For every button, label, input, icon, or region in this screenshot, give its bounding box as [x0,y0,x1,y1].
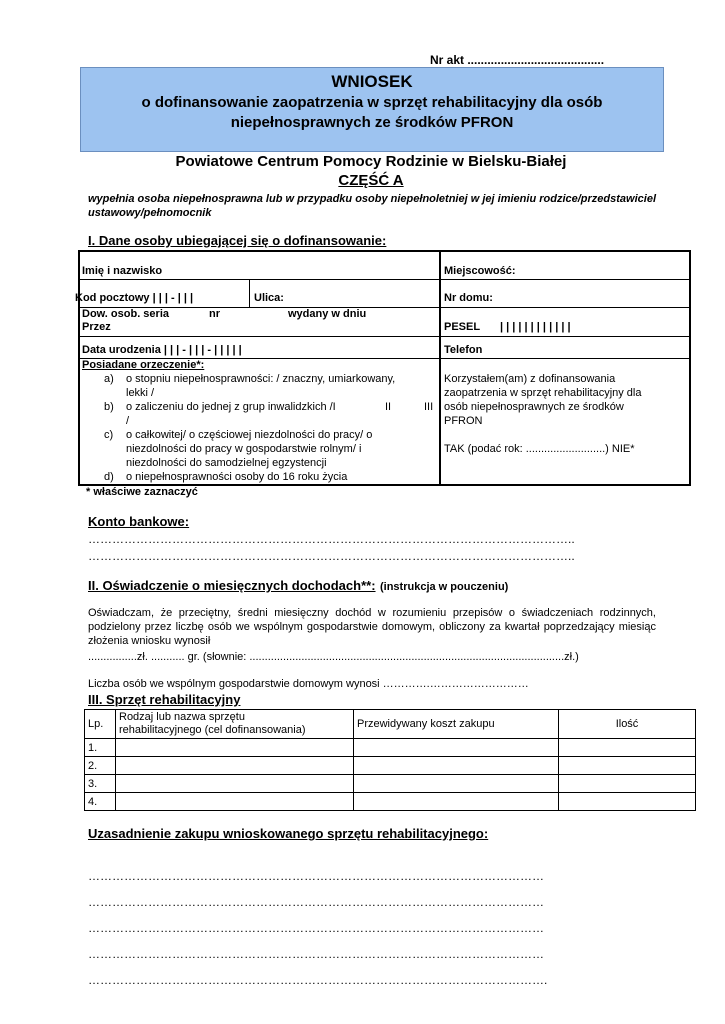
form-title: WNIOSEK [331,72,413,91]
form-subtitle-line-2: niepełnosprawnych ze środków PFRON [230,114,514,131]
household-size-field[interactable]: Liczba osób we wspólnym gospodarstwie domowym wynosi ………….……………………… [88,678,529,690]
id-issued-by-label: Przez [82,321,111,333]
prior-funding-text-3: osób niepełnosprawnych ze środków [444,401,624,413]
bank-account-line-1[interactable]: ………………………………………………………………………………………………………….. [88,532,575,546]
decision-c-option-cont-2: niezdolności do samodzielnej egzystencji [126,457,327,469]
row-number: 4. [85,793,116,811]
quantity-cell[interactable] [559,793,696,811]
form-subtitle-line-1: o dofinansowanie zaopatrzenia w sprzęt rehabilitacyjny dla osób [141,94,603,111]
part-label: CZĘŚĆ A [338,172,404,189]
decision-c-marker: c) [104,429,114,441]
decision-a-option[interactable]: o stopniu niepełnosprawności: / znaczny, umiarkowany, [126,373,396,385]
birth-date-field[interactable]: Data urodzenia | | | - | | | - | | | | | [82,344,242,356]
prior-funding-answer[interactable]: TAK (podać rok: ..........................) NIE* [444,443,635,455]
footnote: * właściwe zaznaczyć [86,486,198,498]
institution-name: Powiatowe Centrum Pomocy Rodzinie w Bielsku-Białej [175,153,567,170]
bank-account-line-2[interactable]: ………………………………………………………………………………………………………….. [88,549,575,563]
equipment-table [84,709,696,811]
equipment-name-cell[interactable] [116,757,354,775]
col-equipment-name [116,710,354,739]
fill-instruction: wypełnia osoba niepełnosprawna lub w przypadku osoby niepełnoletniej w jej imieniu rodzice/przedstawiciel ustawowy/pełnomocnik [88,193,656,219]
section-2-heading: II. Oświadczenie o miesięcznych dochodach**: [88,578,376,593]
col-equipment-name-line-1: Rodzaj lub nazwa sprzętu [119,711,245,723]
decision-b-option[interactable]: o zaliczeniu do jednej z grup inwalidzkich /I [126,401,336,413]
id-number-label: nr [209,308,220,320]
prior-funding-text-2: zaopatrzenia w sprzęt rehabilitacyjny dla [444,387,642,399]
col-lp: Lp. [85,710,116,739]
income-amount-field[interactable]: ................zł. ........... gr. (słownie: .......................................................................................................zł.) [88,651,579,663]
col-estimated-cost: Przewidywany koszt zakupu [354,710,559,739]
row-number: 1. [85,739,116,757]
cost-cell[interactable] [354,775,559,793]
decision-b-option-cont: / [126,415,130,427]
justification-line-2[interactable]: …………………………………………………………………………………………………… [88,895,544,909]
street-label: Ulica: [254,292,284,304]
cost-cell[interactable] [354,757,559,775]
quantity-cell[interactable] [559,739,696,757]
decision-c-option[interactable]: o całkowitej/ o częściowej niezdolności do pracy/ o [126,429,373,441]
equipment-table-header [85,710,696,739]
col-quantity: Ilość [559,710,696,739]
income-statement: Oświadczam, że przeciętny, średni miesięczny dochód w rozumieniu przepisów o świadczeniach rodzinnych, podzielony przez liczbę osób we wspólnym gospodarstwie domowym, obliczony za kwartał poprzedzający miesiąc złożenia wniosku wynosił [88,607,656,647]
justification-heading: Uzasadnienie zakupu wnioskowanego sprzętu rehabilitacyjnego: [88,826,489,841]
decision-d-marker: d) [104,471,114,483]
id-issued-label: wydany w dniu [288,308,367,320]
section-2-heading-row [88,577,508,595]
prior-funding-text-1: Korzystałem(am) z dofinansowania [444,373,616,385]
quantity-cell[interactable] [559,757,696,775]
group-iii-option[interactable]: III [424,401,434,413]
house-number-label: Nr domu: [444,292,493,304]
justification-line-3[interactable]: …………………………………………………………………………………………………… [88,921,544,935]
cost-cell[interactable] [354,739,559,757]
quantity-cell[interactable] [559,775,696,793]
phone-label: Telefon [444,344,483,356]
table-row [85,793,696,811]
prior-funding-text-4: PFRON [444,415,483,427]
decision-label: Posiadane orzeczenie*: [82,359,205,371]
table-row [85,775,696,793]
section-2-note: (instrukcja w pouczeniu) [379,581,509,593]
row-number: 3. [85,775,116,793]
city-label: Miejscowość: [444,265,516,277]
decision-d-option[interactable]: o niepełnosprawności osoby do 16 roku życia [126,471,348,483]
table-row [85,739,696,757]
section-3-heading: III. Sprzęt rehabilitacyjny [88,692,241,707]
justification-line-4[interactable]: …………………………………………………………………………………………………… [88,947,544,961]
decision-a-marker: a) [104,373,114,385]
group-ii-option[interactable]: II [385,401,392,413]
equipment-name-cell[interactable] [116,739,354,757]
pesel-label: PESEL [444,321,481,333]
postal-code-field[interactable]: Kod pocztowy | | | - | | | [75,292,194,304]
title-box [80,67,664,152]
col-equipment-name-line-2: rehabilitacyjnego (cel dofinansowania) [119,724,306,736]
table-row [85,757,696,775]
justification-line-5[interactable]: ……………………………………………………………………………………………………. [88,973,548,987]
section-1-heading: I. Dane osoby ubiegającej się o dofinansowanie: [88,233,387,248]
case-number-field[interactable]: Nr akt ......................................... [430,53,605,67]
justification-line-1[interactable]: …………………………………………………………………………………………………… [88,869,544,883]
name-label: Imię i nazwisko [82,265,163,277]
row-number: 2. [85,757,116,775]
cost-cell[interactable] [354,793,559,811]
equipment-name-cell[interactable] [116,775,354,793]
decision-a-option-cont: lekki / [126,387,155,399]
decision-b-marker: b) [104,401,114,413]
id-series-label: Dow. osob. seria [82,308,170,320]
bank-account-heading: Konto bankowe: [88,514,190,529]
pesel-field[interactable]: | | | | | | | | | | | | [500,321,571,333]
decision-c-option-cont-1: niezdolności do pracy w gospodarstwie rolnym/ i [126,443,362,455]
equipment-name-cell[interactable] [116,793,354,811]
